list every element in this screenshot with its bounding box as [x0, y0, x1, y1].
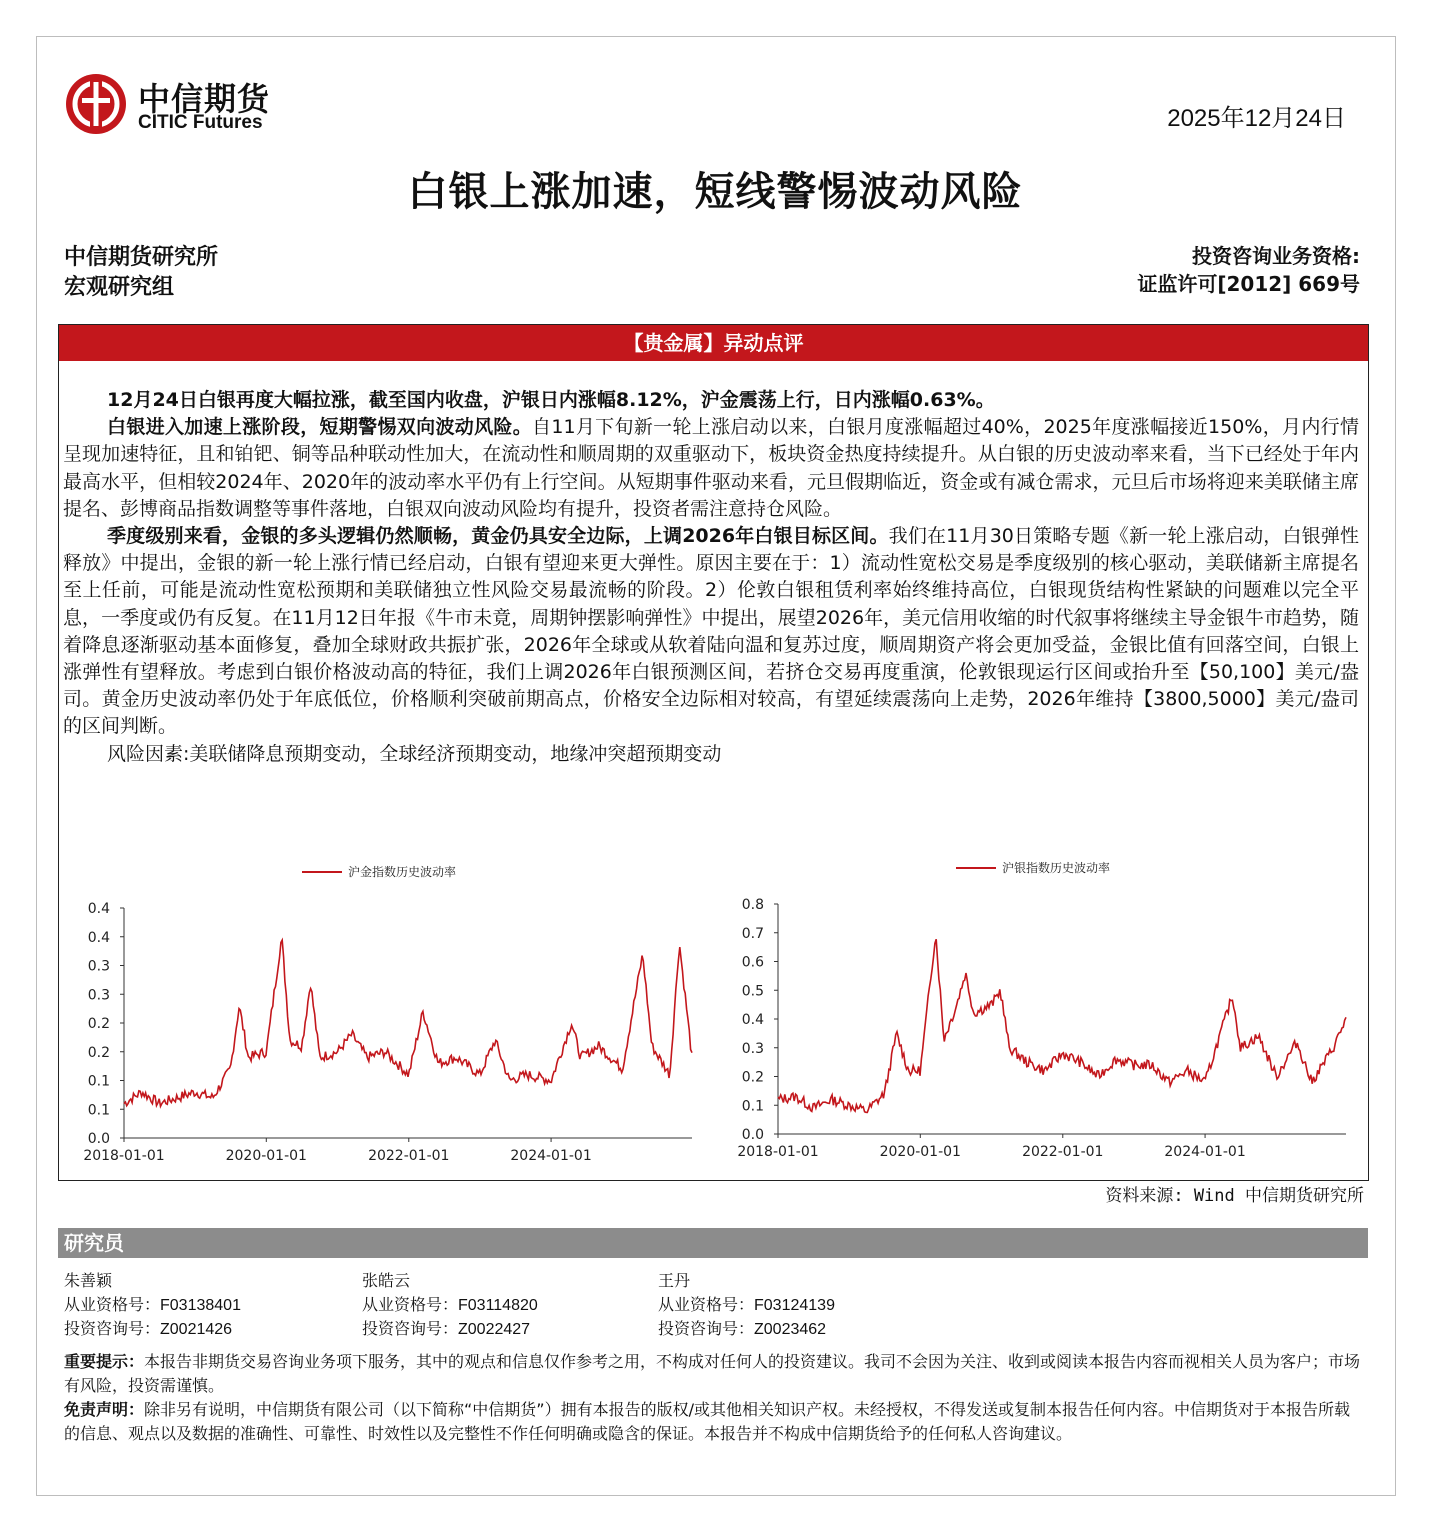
disclaimer-text: 除非另有说明，中信期货有限公司（以下简称“中信期货”）拥有本报告的版权/或其他相关知识产权。未经授权，不得发送或复制本报告任何内容。中信期货对于本报告所载的信息、观点以及数据的准确性、可靠性、时效性以及完整性不作任何明确或隐含的保证。本报告并不构成中信期货给予的任何私人咨询建议。	[64, 1400, 1350, 1443]
researcher-consult-number: 投资咨询号：Z0022427	[362, 1321, 531, 1338]
y-tick-label: 0.6	[741, 954, 764, 971]
researcher-3	[658, 1270, 835, 1342]
x-tick-label: 2022-01-01	[1022, 1144, 1104, 1160]
logo-english-name: CITIC Futures	[138, 112, 263, 133]
paragraph-2-bold: 白银进入加速上涨阶段，短期警惕双向波动风险。	[107, 416, 533, 439]
y-tick-label: 0.4	[87, 901, 110, 917]
x-tick-label: 2022-01-01	[368, 1148, 450, 1164]
legend-label: 沪银指数历史波动率	[1002, 861, 1111, 875]
researcher-consult-number: 投资咨询号：Z0021426	[64, 1321, 233, 1338]
disclaimer	[64, 1398, 1364, 1446]
license-label: 投资咨询业务资格:	[1192, 244, 1360, 268]
important-label: 重要提示：	[64, 1352, 145, 1371]
y-tick-label: 0.4	[87, 929, 110, 946]
researcher-name: 王丹	[658, 1273, 691, 1290]
citic-logo	[64, 72, 284, 136]
paragraph-2	[63, 414, 1359, 523]
logo-chinese-name: 中信期货	[138, 80, 271, 118]
paragraph-3-bold: 季度级别来看，金银的多头逻辑仍然顺畅，黄金仍具安全边际，上调2026年白银目标区间。	[107, 525, 889, 548]
researcher-qualification: 从业资格号：F03124139	[658, 1297, 835, 1314]
report-title: 白银上涨加速，短线警惕波动风险	[407, 169, 1023, 215]
legend-label: 沪金指数历史波动率	[348, 865, 457, 879]
y-tick-label: 0.3	[87, 987, 110, 1004]
y-tick-label: 0.5	[741, 983, 764, 1000]
institute-name: 中信期货研究所	[64, 245, 219, 270]
y-tick-label: 0.2	[87, 1044, 110, 1061]
gold-volatility-chart	[62, 852, 702, 1170]
citic-emblem-icon	[64, 72, 128, 136]
paragraph-3	[63, 523, 1359, 741]
y-tick-label: 0.4	[741, 1012, 764, 1028]
paragraph-3-text: 我们在11月30日策略专题《新一轮上涨启动，白银弹性释放》中提出，金银的新一轮上涨行情已经启动，白银有望迎来更大弹性。原因主要在于：1）流动性宽松交易是季度级别的核心驱动，美联储新主席提名至上任前，可能是流动性宽松预期和美联储独立性风险交易最流畅的阶段。2）伦敦白银租赁利率始终维持高位，白银现货结构性紧缺的问题难以完全平息，一季度或仍有反复。在11月12日年报《牛市未竟，周期钟摆影响弹性》中提出，展望2026年，美元信用收缩的时代叙事将继续主导金银牛市趋势，随着降息逐渐驱动基本面修复，叠加全球财政共振扩张，2026年全球或从软着陆向温和复苏过度，顺周期资产将会更加受益，金银比值有回落空间，白银上涨弹性有望释放。考虑到白银价格波动高的特征，我们上调2026年白银预测区间，若挤仓交易再度重演，伦敦银现运行区间或抬升至【50,100】美元/盎司。黄金历史波动率仍处于年底低位，价格顺利突破前期高点，价格安全边际相对较高，有望延续震荡向上走势，2026年维持【3800,5000】美元/盎司的区间判断。	[63, 525, 1359, 738]
y-tick-label: 0.1	[87, 1102, 110, 1119]
data-source: 资料来源: Wind 中信期货研究所	[1105, 1186, 1364, 1206]
important-text: 本报告非期货交易咨询业务项下服务，其中的观点和信息仅作参考之用，不构成对任何人的投资建议。我司不会因为关注、收到或阅读本报告内容而视相关人员为客户；市场有风险，投资需谨慎。	[64, 1352, 1361, 1395]
researcher-name: 张皓云	[362, 1273, 411, 1290]
risk-text: 风险因素:美联储降息预期变动，全球经济预期变动，地缘冲突超预期变动	[107, 742, 722, 765]
y-tick-label: 0.0	[87, 1131, 110, 1147]
researcher-qualification: 从业资格号：F03138401	[64, 1297, 241, 1314]
researcher-1	[64, 1270, 241, 1342]
silver-volatility-chart	[716, 848, 1356, 1166]
y-tick-label: 0.1	[741, 1098, 764, 1115]
x-tick-label: 2020-01-01	[879, 1144, 961, 1160]
volatility-series-line	[124, 940, 692, 1106]
report-date: 2025年12月24日	[1167, 105, 1346, 132]
x-tick-label: 2020-01-01	[225, 1148, 307, 1164]
important-notice	[64, 1350, 1364, 1398]
y-tick-label: 0.0	[741, 1127, 764, 1143]
researcher-consult-number: 投资咨询号：Z0023462	[658, 1321, 827, 1338]
disclaimer-label: 免责声明：	[64, 1400, 145, 1419]
x-tick-label: 2024-01-01	[510, 1148, 592, 1164]
volatility-series-line	[778, 939, 1346, 1112]
researcher-name: 朱善颖	[64, 1273, 113, 1290]
x-tick-label: 2018-01-01	[83, 1148, 165, 1164]
researcher-2	[362, 1270, 538, 1342]
y-tick-label: 0.3	[87, 958, 110, 975]
section-banner: 【贵金属】异动点评	[59, 325, 1368, 361]
x-tick-label: 2024-01-01	[1164, 1144, 1246, 1160]
group-name: 宏观研究组	[64, 275, 175, 300]
paragraph-1	[63, 387, 1359, 414]
y-tick-label: 0.7	[741, 925, 764, 942]
license-number: 证监许可[2012] 669号	[1137, 272, 1360, 296]
paragraph-risk	[63, 741, 1359, 768]
paragraph-2-text: 自11月下旬新一轮上涨启动以来，白银月度涨幅超过40%，2025年度涨幅接近150%，月内行情呈现加速特征，且和铂钯、铜等品种联动性加大，在流动性和顺周期的双重驱动下，板块资金热度持续提升。从白银的历史波动率来看，当下已经处于年内最高水平，但相较2024年、2020年的波动率水平仍有上行空间。从短期事件驱动来看，元旦假期临近，资金或有减仓需求，元旦后市场将迎来美联储主席提名、彭博商品指数调整等事件落地，白银双向波动风险均有提升，投资者需注意持仓风险。	[63, 416, 1359, 520]
body-text	[63, 387, 1359, 768]
y-tick-label: 0.2	[741, 1069, 764, 1086]
y-tick-label: 0.8	[741, 897, 764, 913]
paragraph-1-bold: 12月24日白银再度大幅拉涨，截至国内收盘，沪银日内涨幅8.12%，沪金震荡上行，日内涨幅0.63%。	[107, 389, 995, 411]
x-tick-label: 2018-01-01	[737, 1144, 819, 1160]
y-tick-label: 0.3	[741, 1040, 764, 1057]
researcher-qualification: 从业资格号：F03114820	[362, 1297, 538, 1314]
y-tick-label: 0.1	[87, 1073, 110, 1090]
researcher-section-bar: 研究员	[58, 1228, 1368, 1258]
y-tick-label: 0.2	[87, 1016, 110, 1032]
